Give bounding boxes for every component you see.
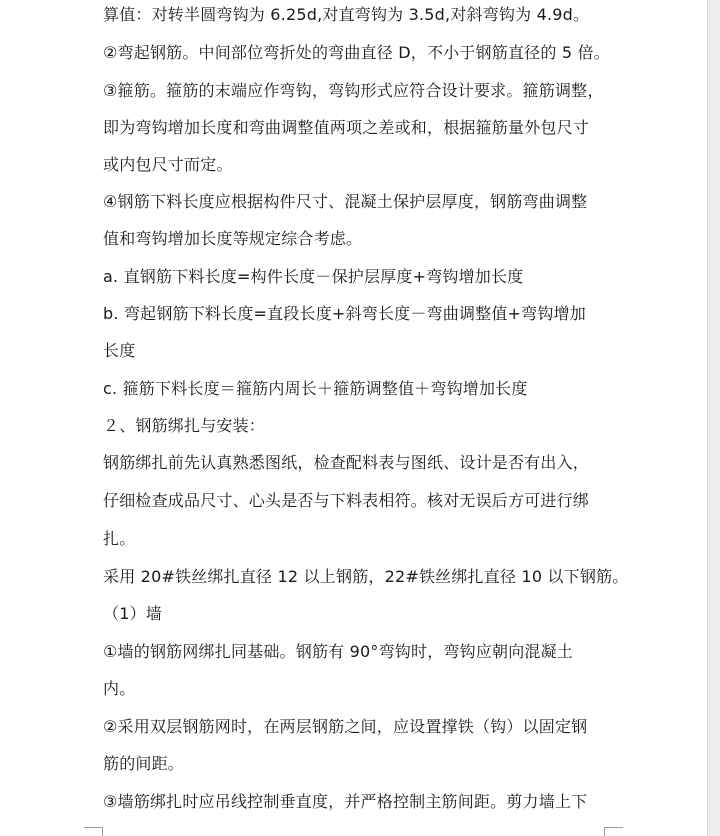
- text-line: b. 弯起钢筋下料长度=直段长度+斜弯长度－弯曲调整值+弯钩增加: [103, 304, 586, 323]
- text-line: 内。: [103, 679, 136, 698]
- text-line: ①墙的钢筋网绑扎同基础。钢筋有 90°弯钩时，弯钩应朝向混凝土: [103, 642, 573, 661]
- text-line: ③墙筋绑扎时应吊线控制垂直度，并严格控制主筋间距。剪力墙上下: [103, 792, 588, 811]
- text-line: 算值：对转半圆弯钩为 6.25d,对直弯钩为 3.5d,对斜弯钩为 4.9d。: [103, 5, 590, 24]
- text-line: ③箍筋。箍筋的末端应作弯钩，弯钩形式应符合设计要求。箍筋调整，: [103, 81, 604, 100]
- text-line: 即为弯钩增加长度和弯曲调整值两项之差或和，根据箍筋量外包尺寸: [103, 118, 590, 137]
- text-line: 值和弯钩增加长度等规定综合考虑。: [103, 229, 363, 248]
- text-line: 长度: [103, 341, 136, 360]
- text-line: ②采用双层钢筋网时，在两层钢筋之间，应设置撑铁（钩）以固定钢: [103, 717, 588, 736]
- text-line: ④钢筋下料长度应根据构件尺寸、混凝土保护层厚度，钢筋弯曲调整: [103, 192, 588, 211]
- text-line: c. 箍筋下料长度＝箍筋内周长＋箍筋调整值＋弯钩增加长度: [103, 379, 528, 398]
- text-line: 钢筋绑扎前先认真熟悉图纸，检查配料表与图纸、设计是否有出入，: [103, 453, 590, 472]
- text-line: 筋的间距。: [103, 754, 185, 773]
- text-line: a. 直钢筋下料长度=构件长度－保护层厚度+弯钩增加长度: [103, 267, 524, 286]
- text-line: 采用 20#铁丝绑扎直径 12 以上钢筋，22#铁丝绑扎直径 10 以下钢筋。: [103, 567, 629, 586]
- page-corner-mark: [604, 827, 623, 836]
- text-line: ②弯起钢筋。中间部位弯折处的弯曲直径 D，不小于钢筋直径的 5 倍。: [103, 43, 610, 62]
- page-corner-mark: [84, 827, 103, 836]
- text-line: 或内包尺寸而定。: [103, 155, 233, 174]
- text-line: 仔细检查成品尺寸、心头是否与下料表相符。核对无误后方可进行绑: [103, 491, 590, 510]
- section-heading: ２、钢筋绑扎与安装：: [103, 416, 266, 435]
- scrollbar-track[interactable]: [707, 0, 720, 836]
- text-line: 扎。: [103, 529, 136, 548]
- subsection-heading: （1）墙: [103, 604, 162, 623]
